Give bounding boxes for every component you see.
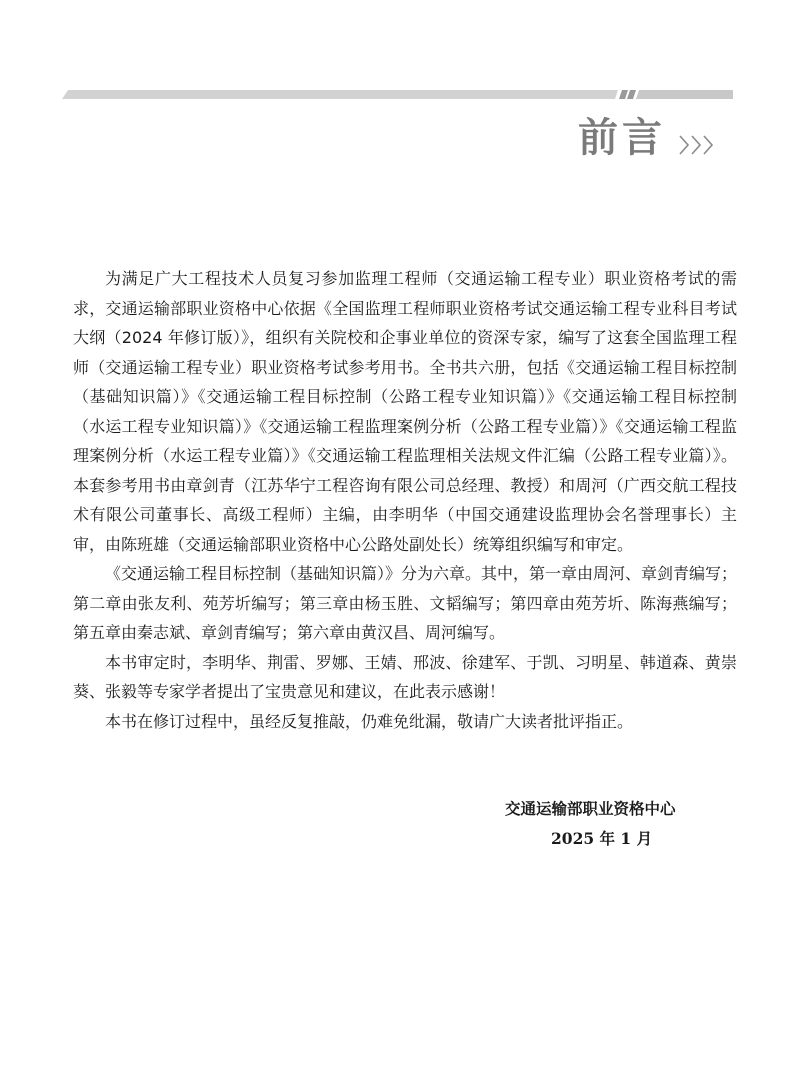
triple-chevron-right-icon <box>678 134 718 156</box>
preface-paragraph-1: 为满足广大工程技术人员复习参加监理工程师（交通运输工程专业）职业资格考试的需求，交通运输部职业资格中心依据《全国监理工程师职业资格考试交通运输工程专业科目考试大纲（2024 年修订版）》，组织有关院校和企事业单位的资深专家，编写了这套全国监理工程师（交通运输工程专业）职业资格考试参考用书。全书共六册，包括《交通运输工程目标控制（基础知识篇）》《交通运输工程目标控制（公路工程专业知识篇）》《交通运输工程目标控制（水运工程专业知识篇）》《交通运输工程监理案例分析（公路工程专业篇）》《交通运输工程监理案例分析（水运工程专业篇）》《交通运输工程监理相关法规文件汇编（公路工程专业篇）》。本套参考用书由章剑青（江苏华宁工程咨询有限公司总经理、教授）和周河（广西交航工程技术有限公司董事长、高级工程师）主编，由李明华（中国交通建设监理协会名誉理事长）主审，由陈班雄（交通运输部职业资格中心公路处副处长）统筹组织编写和审定。 <box>73 269 737 554</box>
preface-body <box>73 264 737 736</box>
preface-paragraph-2: 《交通运输工程目标控制（基础知识篇）》分为六章。其中，第一章由周河、章剑青编写；第二章由张友利、苑芳圻编写；第三章由杨玉胜、文韬编写；第四章由苑芳圻、陈海燕编写；第五章由秦志斌、章剑青编写；第六章由黄汉昌、周河编写。 <box>73 564 738 642</box>
signature-date: 2025 年 1 月 <box>551 829 653 848</box>
preface-paragraph-3: 本书审定时，李明华、荆雷、罗娜、王婧、邢波、徐建军、于凯、习明星、韩道森、黄崇葵、张毅等专家学者提出了宝贵意见和建议，在此表示感谢！ <box>73 652 737 701</box>
page-title: 前言 <box>578 115 666 161</box>
page-heading <box>578 112 718 164</box>
header-decorative-bar <box>62 90 733 99</box>
signature-block <box>505 794 705 854</box>
preface-paragraph-4: 本书在修订过程中，虽经反复推敲，仍难免纰漏，敬请广大读者批评指正。 <box>105 711 634 731</box>
signature-organization: 交通运输部职业资格中心 <box>505 800 676 818</box>
